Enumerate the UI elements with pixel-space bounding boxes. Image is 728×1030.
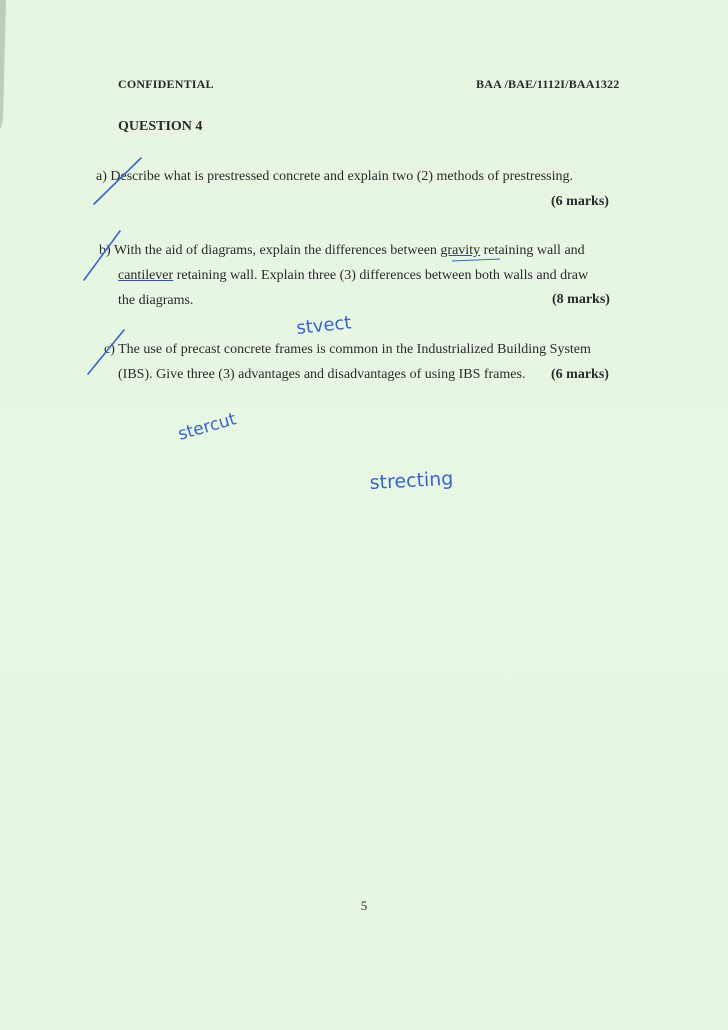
part-c-line-2: (IBS). Give three (3) advantages and disadvantages of using IBS frames. <box>118 367 526 382</box>
part-b-line-1 <box>99 243 585 259</box>
part-b-marks: (8 marks) <box>552 292 610 307</box>
header-confidential: CONFIDENTIAL <box>118 77 214 91</box>
handwritten-note-1: stvect <box>295 312 353 339</box>
page-number: 5 <box>360 898 368 913</box>
handwritten-note-3: strecting <box>369 467 454 494</box>
part-b-line-2 <box>118 268 588 284</box>
part-b-line-3: the diagrams. <box>118 293 194 308</box>
header-course-code: BAA /BAE/1112I/BAA1322 <box>476 77 620 91</box>
page-edge-shadow <box>0 0 6 130</box>
question-title: QUESTION 4 <box>118 119 203 134</box>
part-a-text: a) Describe what is prestressed concrete and explain two (2) methods of prestressing. <box>96 169 574 184</box>
part-b-line-1-pre: b) With the aid of diagrams, explain the differences between <box>99 243 441 258</box>
part-c-marks: (6 marks) <box>551 367 609 382</box>
part-b-line-2-post: retaining wall. Explain three (3) differences between both walls and draw <box>173 268 589 283</box>
underlined-gravity: gravity <box>440 243 481 258</box>
part-b-line-1-post: retaining wall and <box>480 243 585 258</box>
underlined-cantilever: cantilever <box>118 268 174 283</box>
part-a-marks: (6 marks) <box>551 194 609 209</box>
handwritten-note-2: stercut <box>175 409 239 445</box>
part-c-line-1: c) The use of precast concrete frames is common in the Industrialized Building System <box>104 342 591 357</box>
underline-stroke-gravity <box>452 259 500 261</box>
